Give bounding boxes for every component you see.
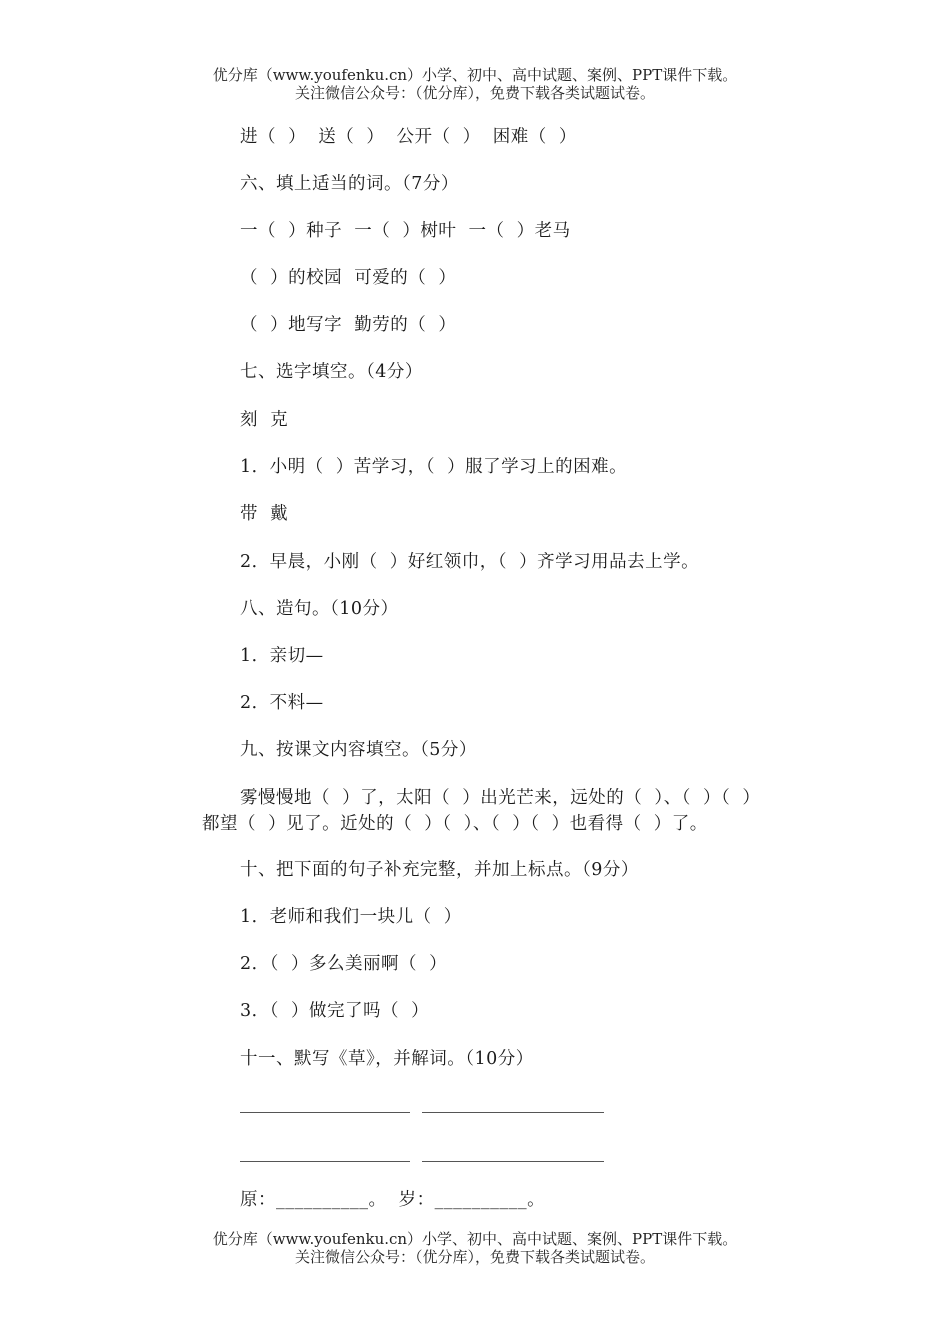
section-7-title: 七、选字填空。（4分）	[240, 362, 423, 382]
section-6-title: 六、填上适当的词。（7分）	[240, 174, 459, 194]
header-line-2: 关注微信公众号：（优分库），免费下载各类试题试卷。	[294, 84, 655, 102]
section-10-question-3: 3．（ ）做完了吗（ ）	[240, 1001, 430, 1021]
section-9-title: 九、按课文内容填空。（5分）	[240, 740, 477, 760]
section-9-paragraph-line-2: 都望（ ）见了。近处的（ ）（ ）、（ ）（ ）也看得（ ）了。	[202, 814, 708, 834]
section-10-title: 十、把下面的句子补充完整，并加上标点。（9分）	[240, 860, 639, 880]
section-11-definitions: 原：__________。 岁：__________。	[240, 1190, 546, 1210]
section-9-paragraph	[202, 785, 802, 837]
page-header	[0, 66, 950, 102]
page-footer	[0, 1230, 950, 1266]
section-10-question-2: 2．（ ）多么美丽啊（ ）	[240, 954, 448, 974]
poem-blank-line-1b[interactable]	[422, 1112, 604, 1113]
poem-blank-line-2b[interactable]	[422, 1161, 604, 1162]
footer-line-1: 优分库（www.youfenku.cn）小学、初中、高中试题、案例、PPT课件下载。	[212, 1230, 738, 1248]
section-7-choice-1: 刻 克	[240, 410, 289, 430]
footer-line-2: 关注微信公众号：（优分库），免费下载各类试题试卷。	[294, 1248, 655, 1266]
section-7-choice-2: 带 戴	[240, 504, 289, 524]
section-9-paragraph-line-1: 雾慢慢地（ ）了，太阳（ ）出光芒来，远处的（ ）、（ ）（ ）	[240, 788, 761, 808]
section-10-question-1: 1．老师和我们一块儿（ ）	[240, 907, 462, 927]
section-11-title: 十一、默写《草》，并解词。（10分）	[240, 1049, 534, 1069]
section-8-question-1: 1．亲切—	[240, 646, 324, 666]
poem-blank-line-1a[interactable]	[240, 1112, 410, 1113]
section-6-row-3: （ ）地写字 勤劳的（ ）	[240, 315, 457, 335]
section-7-question-2: 2．早晨，小刚（ ）好红领巾，（ ）齐学习用品去上学。	[240, 552, 700, 572]
section-7-question-1: 1．小明（ ）苦学习，（ ）服了学习上的困难。	[240, 457, 628, 477]
antonyms-line: 进（ ） 送（ ） 公开（ ） 困难（ ）	[240, 127, 577, 147]
section-8-question-2: 2．不料—	[240, 693, 324, 713]
section-8-title: 八、造句。（10分）	[240, 599, 399, 619]
section-6-row-1: 一（ ）种子 一（ ）树叶 一（ ）老马	[240, 221, 571, 241]
section-6-row-2: （ ）的校园 可爱的（ ）	[240, 268, 457, 288]
poem-blank-line-2a[interactable]	[240, 1161, 410, 1162]
header-line-1: 优分库（www.youfenku.cn）小学、初中、高中试题、案例、PPT课件下载。	[212, 66, 738, 84]
